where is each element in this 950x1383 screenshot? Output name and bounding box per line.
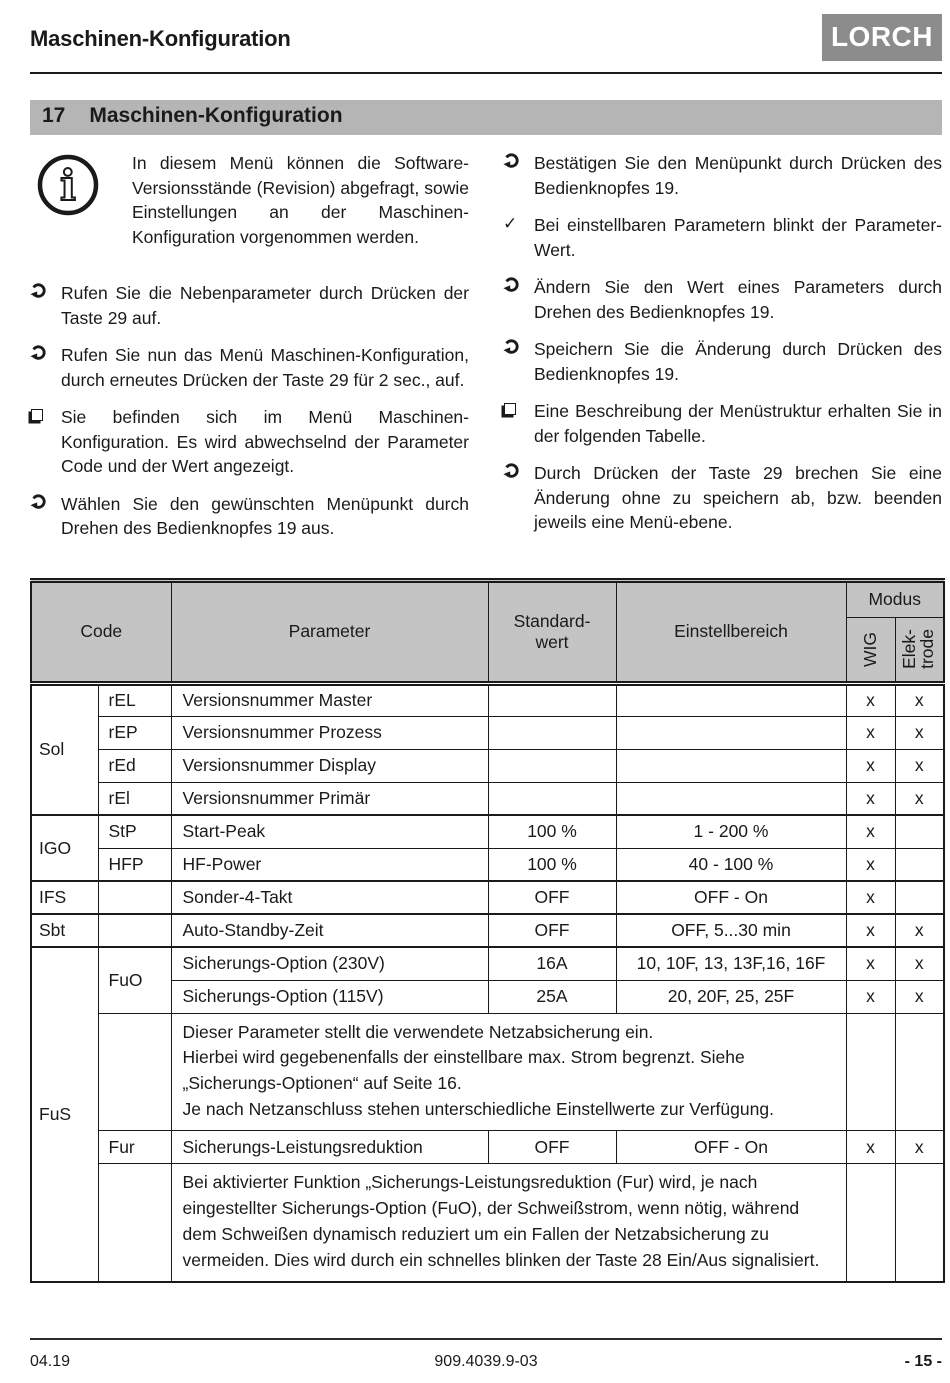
table-cell <box>616 749 846 782</box>
table-cell: x <box>895 716 944 749</box>
table-row <box>31 881 944 914</box>
list-item <box>503 151 942 200</box>
list-item <box>503 275 942 324</box>
section-title: Maschinen-Konfiguration <box>89 104 343 127</box>
table-row <box>31 914 944 947</box>
list-item <box>30 492 469 541</box>
table-row <box>31 848 944 881</box>
left-column <box>30 151 469 554</box>
table-cell <box>895 815 944 848</box>
table-cell <box>488 749 616 782</box>
table-cell: rEP <box>98 716 171 749</box>
arrow-icon <box>30 492 61 541</box>
table-cell <box>895 1164 944 1282</box>
parameters-table <box>30 578 945 1283</box>
list-item-text: Durch Drücken der Taste 29 brechen Sie eine Änderung ohne zu speichern ab, bzw. beenden jeweils eine Menü-ebene. <box>534 463 942 532</box>
arrow-icon <box>30 345 46 361</box>
table-row <box>31 1013 944 1131</box>
list-item <box>503 399 942 448</box>
lorch-logo: LORCH <box>822 14 942 61</box>
col-header-parameter: Parameter <box>171 580 488 683</box>
table-cell: Versionsnummer Display <box>171 749 488 782</box>
table-cell: x <box>895 1131 944 1164</box>
instructions-right <box>503 151 942 535</box>
table-cell: x <box>846 749 895 782</box>
table-cell: 40 - 100 % <box>616 848 846 881</box>
table-header <box>31 580 944 683</box>
list-item-text: Bei einstellbaren Parametern blinkt der Parameter-Wert. <box>534 215 942 260</box>
page-footer <box>30 1338 942 1371</box>
table-cell: x <box>895 749 944 782</box>
table-row <box>31 1131 944 1164</box>
table-row <box>31 683 944 716</box>
table-cell: x <box>846 815 895 848</box>
table-row <box>31 716 944 749</box>
info-icon <box>36 153 100 217</box>
table-cell: x <box>846 881 895 914</box>
table-cell: OFF - On <box>616 881 846 914</box>
arrow-icon <box>503 151 534 200</box>
header-rule <box>30 72 942 74</box>
list-item <box>30 405 469 479</box>
table-cell <box>846 1164 895 1282</box>
list-item <box>503 213 942 262</box>
square-bullet-icon <box>503 399 534 448</box>
arrow-icon <box>503 339 519 355</box>
table-cell: 100 % <box>488 815 616 848</box>
table-row <box>31 815 944 848</box>
table-row <box>31 749 944 782</box>
table-cell: x <box>846 914 895 947</box>
table-cell: x <box>895 947 944 980</box>
table-cell: 20, 20F, 25, 25F <box>616 980 846 1013</box>
col-header-elektrode: Elek- trode <box>895 617 944 683</box>
svg-text:i: i <box>60 161 76 210</box>
table-cell: x <box>846 947 895 980</box>
section-number: 17 <box>42 104 66 127</box>
col-header-standardwert: Standard- wert <box>488 580 616 683</box>
section-heading <box>30 100 942 135</box>
table-cell: rEL <box>98 683 171 716</box>
table-cell: 10, 10F, 13, 13F,16, 16F <box>616 947 846 980</box>
arrow-icon <box>30 343 61 392</box>
list-item <box>30 343 469 392</box>
table-cell: Fur <box>98 1131 171 1164</box>
table-cell: 16A <box>488 947 616 980</box>
arrow-icon <box>503 277 519 293</box>
table-cell <box>895 848 944 881</box>
instructions-left <box>30 281 469 541</box>
arrow-icon <box>30 283 46 299</box>
col-header-wig: WIG <box>846 617 895 683</box>
arrow-icon <box>30 494 46 510</box>
table-row <box>31 782 944 815</box>
table-cell <box>846 1013 895 1131</box>
table-cell <box>895 881 944 914</box>
table-cell: x <box>895 914 944 947</box>
table-cell: Sicherungs-Leistungsreduktion <box>171 1131 488 1164</box>
table-cell <box>98 1013 171 1131</box>
table-cell: OFF <box>488 881 616 914</box>
table-cell: HF-Power <box>171 848 488 881</box>
footer-page-number: - 15 - <box>904 1353 942 1370</box>
list-item-text: Bestätigen Sie den Menüpunkt durch Drücken des Bedienknopfes 19. <box>534 153 942 198</box>
instruction-columns <box>30 151 942 554</box>
table-cell: Sicherungs-Option (230V) <box>171 947 488 980</box>
table-cell <box>895 1013 944 1131</box>
table-cell: OFF - On <box>616 1131 846 1164</box>
list-item <box>30 281 469 330</box>
table-row <box>31 1164 944 1282</box>
table-cell <box>488 683 616 716</box>
table-cell: FuO <box>98 947 171 1013</box>
table-cell <box>616 782 846 815</box>
table-cell <box>98 914 171 947</box>
table-cell: IFS <box>31 881 98 914</box>
table-cell: x <box>846 782 895 815</box>
table-cell <box>488 716 616 749</box>
table-cell <box>98 881 171 914</box>
table-cell: x <box>846 980 895 1013</box>
arrow-icon <box>30 281 61 330</box>
intro-text: In diesem Menü können die Software-Versionsstände (Revision) abgefragt, sowie Einstellungen an der Maschinen-Konfiguration vorgenommen werden. <box>132 153 469 247</box>
list-item-text: Rufen Sie nun das Menü Maschinen-Konfiguration, durch erneutes Drücken der Taste 29 für 2 sec., auf. <box>61 345 469 390</box>
table-cell: FuS <box>31 947 98 1282</box>
table-description-cell: Bei aktivierter Funktion „Sicherungs-Leistungsreduktion (Fur) wird, je nach eingestellter Sicherungs-Option (FuO), der Schweißstrom, wenn nötig, während dem Schweißen dynamisch reduziert um ein Fallen der Netzabsicherung zu vermeiden. Dies wird durch ein schnelles blinken der Taste 28 Ein/Aus signalisiert. <box>171 1164 846 1282</box>
table-cell <box>616 716 846 749</box>
arrow-icon <box>503 461 534 535</box>
info-block <box>30 151 469 249</box>
list-item-text: Speichern Sie die Änderung durch Drücken des Bedienknopfes 19. <box>534 339 942 384</box>
table-cell: Versionsnummer Master <box>171 683 488 716</box>
table-cell: Sonder-4-Takt <box>171 881 488 914</box>
list-item-text: Rufen Sie die Nebenparameter durch Drücken der Taste 29 auf. <box>61 283 469 328</box>
col-header-einstellbereich: Einstellbereich <box>616 580 846 683</box>
footer-document-number: 909.4039.9-03 <box>434 1353 538 1370</box>
list-item-text: Ändern Sie den Wert eines Parameters durch Drehen des Bedienknopfes 19. <box>534 277 942 322</box>
table-cell: rEl <box>98 782 171 815</box>
list-item <box>503 337 942 386</box>
table-cell: x <box>846 1131 895 1164</box>
table-cell: Auto-Standby-Zeit <box>171 914 488 947</box>
arrow-icon <box>503 153 519 169</box>
page-header <box>30 14 942 61</box>
list-item <box>503 461 942 535</box>
right-column <box>503 151 942 554</box>
table-cell <box>488 782 616 815</box>
list-item-text: Wählen Sie den gewünschten Menüpunkt durch Drehen des Bedienknopfes 19 aus. <box>61 493 469 538</box>
table-cell: OFF, 5...30 min <box>616 914 846 947</box>
table-cell: x <box>846 716 895 749</box>
table-cell: 100 % <box>488 848 616 881</box>
footer-revision: 04.19 <box>30 1353 71 1370</box>
table-cell: OFF <box>488 914 616 947</box>
check-icon: ✓ <box>503 214 518 233</box>
table-cell: 1 - 200 % <box>616 815 846 848</box>
table-cell: Versionsnummer Prozess <box>171 716 488 749</box>
table-cell: OFF <box>488 1131 616 1164</box>
table-description-cell: Dieser Parameter stellt die verwendete Netzabsicherung ein. Hierbei wird gegebenenfalls der einstellbare max. Strom begrenzt. Siehe „Sicherungs-Optionen“ auf Seite 16. Je nach Netzanschluss stehen unterschiedliche Einstellwerte zur Verfügung. <box>171 1013 846 1131</box>
arrow-icon <box>503 337 534 386</box>
table-body <box>31 683 944 1282</box>
table-cell: IGO <box>31 815 98 881</box>
col-header-code: Code <box>31 580 171 683</box>
table-cell: Sbt <box>31 914 98 947</box>
arrow-icon <box>503 275 534 324</box>
table-cell: x <box>895 980 944 1013</box>
table-cell: StP <box>98 815 171 848</box>
table-cell: Sicherungs-Option (115V) <box>171 980 488 1013</box>
arrow-icon <box>503 463 519 479</box>
col-header-modus: Modus <box>846 580 944 617</box>
table-cell: Sol <box>31 683 98 815</box>
table-cell: rEd <box>98 749 171 782</box>
table-cell: Versionsnummer Primär <box>171 782 488 815</box>
page-title: Maschinen-Konfiguration <box>30 26 291 51</box>
table-cell: 25A <box>488 980 616 1013</box>
table-cell: HFP <box>98 848 171 881</box>
table-cell: x <box>895 683 944 716</box>
table-cell <box>616 683 846 716</box>
list-item-text: Eine Beschreibung der Menüstruktur erhalten Sie in der folgenden Tabelle. <box>534 401 942 446</box>
table-cell: x <box>895 782 944 815</box>
square-bullet-icon <box>30 405 61 479</box>
table-cell: Start-Peak <box>171 815 488 848</box>
table-row <box>31 947 944 980</box>
table-cell: x <box>846 683 895 716</box>
table-cell: x <box>846 848 895 881</box>
list-item-text: Sie befinden sich im Menü Maschinen-Konfiguration. Es wird abwechselnd der Parameter Code und der Wert angezeigt. <box>61 407 469 476</box>
table-cell <box>98 1164 171 1282</box>
